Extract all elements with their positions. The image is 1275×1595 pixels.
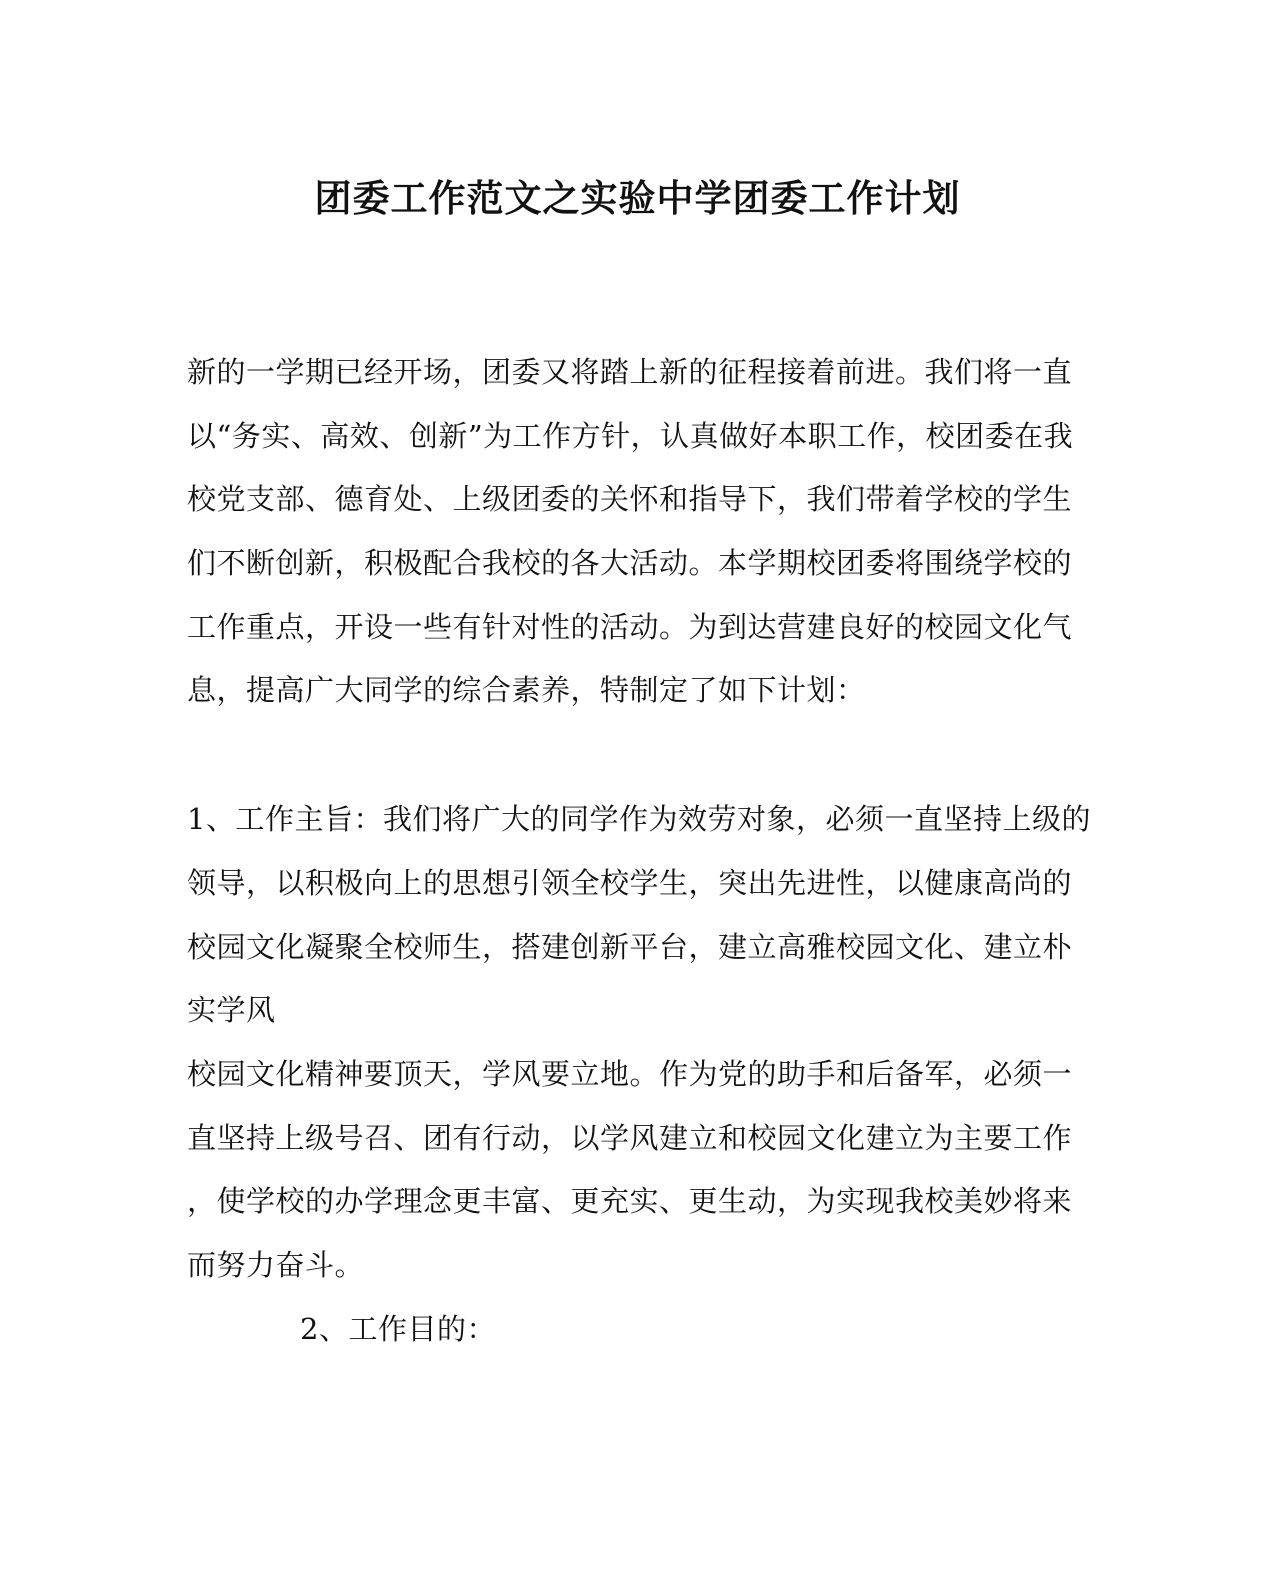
section1-line-5: 校园文化精神要顶天，学风要立地。作为党的助手和后备军，必须一 xyxy=(187,1057,1073,1091)
section1-line-6: 直坚持上级号召、团有行动，以学风建立和校园文化建立为主要工作 xyxy=(187,1121,1073,1155)
intro-line-2: 以“务实、高效、创新”为工作方针，认真做好本职工作，校团委在我 xyxy=(187,419,1074,453)
intro-line-1: 新的一学期已经开场，团委又将踏上新的征程接着前进。我们将一直 xyxy=(187,355,1073,389)
document-title: 团委工作范文之实验中学团委工作计划 xyxy=(314,176,961,220)
section1-line-7: ，使学校的办学理念更丰富、更充实、更生动，为实现我校美妙将来 xyxy=(187,1184,1073,1218)
section1-line-2: 领导，以积极向上的思想引领全校学生，突出先进性，以健康高尚的 xyxy=(187,866,1073,900)
intro-line-5: 工作重点，开设一些有针对性的活动。为到达营建良好的校园文化气 xyxy=(187,610,1073,644)
section1-line-4: 实学风 xyxy=(187,993,276,1027)
section1-line-8: 而努力奋斗。 xyxy=(187,1248,365,1282)
section1-line-1: 1、工作主旨：我们将广大的同学作为效劳对象，必须一直坚持上级的 xyxy=(187,802,1091,836)
intro-line-6: 息，提高广大同学的综合素养，特制定了如下计划： xyxy=(187,673,866,707)
intro-line-4: 们不断创新，积极配合我校的各大活动。本学期校团委将围绕学校的 xyxy=(187,546,1073,580)
intro-line-3: 校党支部、德育处、上级团委的关怀和指导下，我们带着学校的学生 xyxy=(187,482,1073,516)
section2-heading: 2、工作目的： xyxy=(300,1312,496,1346)
section1-line-3: 校园文化凝聚全校师生，搭建创新平台，建立高雅校园文化、建立朴 xyxy=(187,930,1073,964)
